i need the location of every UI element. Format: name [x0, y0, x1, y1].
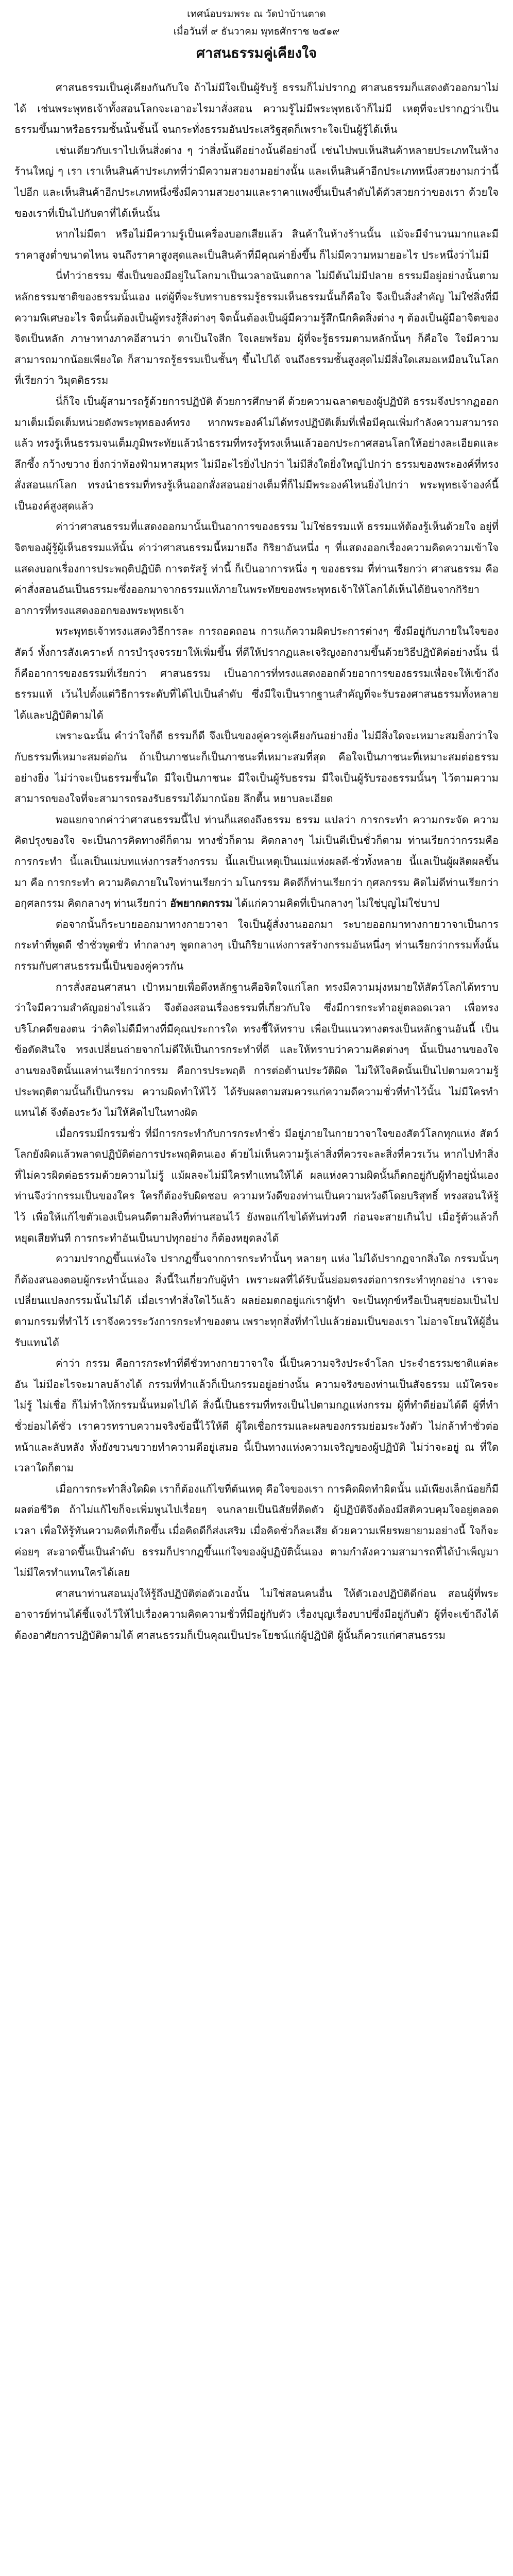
page-title: ศาสนธรรมคู่เคียงใจ: [196, 45, 317, 61]
body-paragraph: ศาสนาท่านสอนมุ่งให้รู้ถึงปฏิบัติต่อตัวเองนั้น ไม่ใช่สอนคนอื่น ให้ตัวเองปฏิบัติดีก่อน สอนผู้ที่พระอาจารย์ท่านได้ชี้แจงไว้ให้ไปเรื่องความคิดความชั่วที่มีอยู่กับตัว เรื่องบุญเรื่องบาปซึ่งมีอยู่กับตัว ผู้ที่จะเข้าถึงได้ต้องอาศัยการปฏิบัติตามได้ ศาสนธรรมก็เป็นคุณเป็นประโยชน์แก่ผู้ปฏิบัติ ผู้นั้นก็ควรแก่ศาสนธรรม: [14, 1587, 499, 1641]
body-paragraph: ค่าว่า กรรม คือการกระทำที่ดีชั่วทางกายวาจาใจ นี้เป็นความจริงประจำโลก ประจำธรรมชาติแต่ละอัน ไม่มีอะไรจะมาลบล้างได้ กรรมที่ทำแล้วก็เป็นกรรมอยู่อย่างนั้น ความจริงของท่านเป็นสัจธรรม แม้ใครจะไม่รู้ ไม่เชื่อ ก็ไม่ทำให้กรรมนั้นหมดไปได้ สิ่งนี้เป็นธรรมที่ทรงเป็นไปตามกฎแห่งกรรม ผู้ที่ทำดีย่อมได้ดี ผู้ที่ทำชั่วย่อมได้ชั่ว เราควรทราบความจริงข้อนี้ไว้ให้ดี ผู้ใดเชื่อกรรมและผลของกรรมย่อมระวังตัว ไม่กล้าทำชั่วต่อหน้าและลับหลัง ทั้งยังขวนขวายทำความดีอยู่เสมอ นี้เป็นทางแห่งความเจริญของผู้ปฏิบัติ ไม่ว่าจะอยู่ ณ ที่ใด เวลาใดก็ตาม: [14, 1357, 499, 1475]
body-paragraph: การสั่งสอนศาสนา เป้าหมายเพื่อดึงหลักฐานคือจิตใจแก่โลก ทรงมีความมุ่งหมายให้สัตว์โลกได้ทราบว่าใจมีความสำคัญอย่างไรแล้ว จึงต้องสอนเรื่องธรรมที่เกี่ยวกับใจ ซึ่งมีการกระทำอยู่ตลอดเวลา เพื่อทรงบริโภคดีของตน ว่าคิดไม่ดีมีทางที่มีคุณประการใด ทรงชี้ให้ทราบ เพื่อเป็นแนวทางตรงเป็นหลักฐานอันนี้ เป็นข้อตัดสินใจ ทรงเปลี่ยนถ่ายจากไม่ดีให้เป็นการกระทำที่ดี และให้ทราบว่าความคิดต่างๆ นั้นเป็นงานของใจ งานของจิตนั้นแลท่านเรียกว่ากรรม คือการประพฤติ การต่อต้านประวัติผิด ไม่ให้ใจคิดนั้นเป็นไปตามความรู้ ประพฤติตามนั้นก็เป็นกรรม ความผิดทำให้ไว้ ได้รับผลตามสมควรแก่ความดีความชั่วที่ทำไว้นั้น ไม่มีใครทำแทนได้ จึงต้องระวัง ไม่ให้คิดไปในทางผิด: [14, 980, 499, 1119]
body-paragraph: พระพุทธเจ้าทรงแสดงวิธีการละ การถอดถอน การแก้ความผิดประการต่างๆ ซึ่งมีอยู่กับภายในใจของสัตว์ ทั้งการสังเคราะห์ การบำรุงจรรยาให้เพิ่มขึ้น ที่ดีให้ปรากฏและเจริญงอกงามขึ้นด้วยวิธีปฏิบัติต่อย่างนั้น นี่ก็คืออาการของธรรมที่เรียกว่า ศาสนธรรม เป็นอาการที่ทรงแสดงออกด้วยอาการของธรรมเพื่อจะให้เข้าถึงธรรมแท้ เว้นไปตั้งแต่วิธีการระดับที่ได้ไปเป็นลำดับ ซึ่งมีใจเป็นรากฐานสำคัญที่จะรับรองศาสนธรรมทั้งหลายได้และปฏิบัติตามได้: [14, 625, 499, 721]
sermon-date: เมื่อวันที่ ๙ ธันวาคม พุทธศักราช ๒๕๑๙: [173, 26, 340, 37]
body-paragraph: เมื่อกรรมมีกรรมชั่ว ที่มีการกระทำกับการกระทำชั่ว มีอยู่ภายในกายวาจาใจของสัตว์โลกทุกแห่ง สัตว์โลกยังผิดแล้วพลาดปฏิบัติต่อการประพฤติตนเอง ด้วยไม่เห็นความรู้เล่าสิ่งที่ควรจะละสิ่งที่ควรเว้น หากไปทำสิ่งที่ไม่ควรผิดต่อธรรมด้วยความไม่รู้ แม้ผลจะไม่มีใครทำแทนให้ได้ ผลแห่งความผิดนั้นก็ตกอยู่กับผู้ทำอยู่นั่นเอง ท่านจึงว่ากรรมเป็นของใคร ใครก็ต้องรับผิดชอบ ความหวังดีของท่านเป็นความหวังดีโดยบริสุทธิ์ ทรงสอนให้รู้ไว้ เพื่อให้แก้ไขตัวเองเป็นคนดีตามสิ่งที่ท่านสอนไว้ ยังพอแก้ไขได้ทันท่วงที ก่อนจะสายเกินไป เมื่อรู้ตัวแล้วก็หยุดเสียทันที การกระทำอันเป็นบาปทุกอย่าง ก็ต้องหยุดลงได้: [14, 1127, 499, 1244]
body-paragraph: เมื่อการกระทำสิ่งใดผิด เราก็ต้องแก้ไขที่ต้นเหตุ คือใจของเรา การคิดผิดทำผิดนั้น แม้เพียงเล็กน้อยก็มีผลต่อชีวิต ถ้าไม่แก้ไขก็จะเพิ่มพูนไปเรื่อยๆ จนกลายเป็นนิสัยที่ติดตัว ผู้ปฏิบัติจึงต้องมีสติควบคุมใจอยู่ตลอดเวลา เพื่อให้รู้ทันความคิดที่เกิดขึ้น เมื่อคิดดีก็ส่งเสริม เมื่อคิดชั่วก็ละเสีย ด้วยความเพียรพยายามอย่างนี้ ใจก็จะค่อยๆ สะอาดขึ้นเป็นลำดับ ธรรมก็ปรากฏขึ้นแก่ใจของผู้ปฏิบัตินั้นเอง ตามกำลังความสามารถที่ได้บำเพ็ญมา ไม่มีใครทำแทนใครได้เลย: [14, 1482, 499, 1579]
body-paragraph: พอแยกจากค่าว่าศาสนธรรมนี้ไป ท่านก็แสดงถึงธรรม ธรรม แปลว่า การกระทำ ความกระจัด ความคิดปรุงของใจ จะเป็นการคิดทางดีก็ตาม ทางชั่วก็ตาม คิดกลางๆ ไม่เป็นดีเป็นชั่วก็ตาม ท่านเรียกว่ากรรมคือการกระทำ นี้แลเป็นแม่บทแห่งการสร้างกรรม นี้แลเป็นเหตุเป็นแม่แห่งผลดี-ชั่วทั้งหลาย นี้แลเป็นผู้ผลิตผลขึ้นมา คือ การกระทำ ความคิดภายในใจท่านเรียกว่า มโนกรรม คิดดีก็ท่านเรียกว่า กุศลกรรม คิดไม่ดีท่านเรียกว่า อกุศลกรรม คิดกลางๆ ท่านเรียกว่า อัพยากตกรรม ได้แก่ความคิดที่เป็นกลางๆ ไม่ใช่บุญไม่ใช่บาป: [14, 813, 499, 910]
body-paragraph: ความปรากฏขึ้นแห่งใจ ปรากฏขึ้นจากการกระทำนั้นๆ หลายๆ แห่ง ไม่ได้ปรากฏจากสิ่งใด กรรมนั้นๆ ก็ต้องสนองตอบผู้กระทำนั้นเอง สิ่งนี้ในเกี่ยวกับผู้ทำ เพราะผลที่ได้รับนั้นย่อมตรงต่อการกระทำทุกอย่าง เราจะเปลี่ยนแปลงกรรมนั้นไม่ได้ เมื่อเราทำสิ่งใดไว้แล้ว ผลย่อมตกอยู่แก่เราผู้ทำ จะเป็นทุกข์หรือเป็นสุขย่อมเป็นไปตามกรรมที่ทำไว้ เราจึงควรระวังการกระทำของตน เพราะทุกสิ่งที่ทำไปแล้วย่อมเป็นของเรา ไม่อาจโยนให้ผู้อื่นรับแทนได้: [14, 1252, 499, 1349]
body-paragraph: ศาสนธรรมเป็นคู่เคียงกันกับใจ ถ้าไม่มีใจเป็นผู้รับรู้ ธรรมก็ไม่ปรากฏ ศาสนธรรมก็แสดงตัวออกมาไม่ได้ เช่นพระพุทธเจ้าทั้งสอนโลกจะเอาอะไรมาสั่งสอน ความรู้ไม่มีพระพุทธเจ้าก็ไม่มี เหตุที่จะปรากฏว่าเป็นธรรมขึ้นมาหรือธรรมชั้นนั้นชั้นนี้ จนกระทั่งธรรมอันประเสริฐสุดก็เพราะใจเป็นผู้รู้ได้เห็น: [14, 81, 499, 136]
body-paragraph: หากไม่มีตา หรือไม่มีความรู้เป็นเครื่องบอกเสียแล้ว สินค้าในห้างร้านนั้น แม้จะมีจำนวนมากและมีราคาสูงต่ำขนาดไหน จนถึงราคาสูงสุดและเป็นสินค้าที่มีคุณค่ายิ่งขึ้น ก็ไม่มีความหมายอะไร ประหนึ่งว่าไม่มี: [14, 228, 499, 261]
body-paragraph: เพราะฉะนั้น คำว่าใจก็ดี ธรรมก็ดี จึงเป็นของคู่ควรคู่เคียงกันอย่างยิ่ง ไม่มีสิ่งใดจะเหมาะสมยิ่งกว่าใจกับธรรมที่เหมาะสมต่อกัน ถ้าเป็นภาชนะก็เป็นภาชนะที่เหมาะสมที่สุด คือใจเป็นภาชนะที่เหมาะสมต่อธรรมอย่างยิ่ง ไม่ว่าจะเป็นธรรมชั้นใด มีใจเป็นภาชนะ มีใจเป็นผู้รับธรรม มีใจเป็นผู้รับรองธรรมนั้นๆ ไว้ตามความสามารถของใจที่จะสามารถรองรับธรรมได้มากน้อย ลึกตื้น หยาบละเอียด: [14, 730, 499, 805]
body-paragraph: ต่อจากนั้นก็ระบายออกมาทางกายวาจา ใจเป็นผู้สั่งงานออกมา ระบายออกมาทางกายวาจาเป็นการกระทำที่พูดดี ชำชั่วพูดชั่ว ทำกลางๆ พูดกลางๆ เป็นกิริยาแห่งการสร้างกรรมอันหนึ่งๆ ท่านเรียกว่ากรรมทั้งนั้น กรรมกับศาสนธรรมนี้เป็นของคู่ควรกัน: [14, 918, 499, 972]
sermon-subtitle: เทศน์อบรมพระ ณ วัดป่าบ้านตาด: [187, 8, 326, 20]
sermon-body: [14, 77, 499, 2576]
body-paragraph: นี่ทำว่าธรรม ซึ่งเป็นของมีอยู่ในโลกมาเป็นเวลาอนันตกาล ไม่มีต้นไม่มีปลาย ธรรมมีอยู่อย่างนั้นตามหลักธรรมชาติของธรรมนั้นเอง แต่ผู้ที่จะรับทราบธรรมรู้ธรรมเห็นธรรมนั้นก็คือใจ จึงเป็นสิ่งสำคัญ ไม่ใช่สิ่งที่มีความพิเศษอะไร จิตนั้นต้องเป็นผู้ทรงรู้สิ่งต่างๆ จิตนั้นต้องเป็นผู้มีความรู้สึกนึกคิดสิ่งต่าง ๆ ต้องเป็นผู้มีอาจิตของจิตเป็นหลัก ภาษาทางภาคอีสานว่า ตาเป็นใจสีก ใจเลยพร้อม ผู้ที่จะรู้ธรรมตามหลักนั้นๆ ก็คือใจ ใจมีความสามารถมากน้อยเพียงใด ก็สามารถรู้ธรรมเป็นชั้นๆ ขึ้นไปได้ จนถึงธรรมชั้นสูงสุดไม่มีสิ่งใดเสมอเหมือนในโลกที่เรียกว่า วิมุตติธรรม: [14, 269, 499, 387]
body-paragraph: ค่าว่าศาสนธรรมที่แสดงออกมานั้นเป็นอาการของธรรม ไม่ใช่ธรรมแท้ ธรรมแท้ต้องรู้เห็นด้วยใจ อยู่ที่จิตของผู้รู้ผู้เห็นธรรมแท้นั้น ค่าว่าศาสนธรรมนี้หมายถึง กิริยาอันหนึ่ง ๆ ที่แสดงออกเรื่องความคิดความเข้าใจ แสดงบอกเรื่องการประพฤติปฏิบัติ การตรัสรู้ ท่านี้ ก็เป็นอาการหนึ่ง ๆ ของธรรม ที่ท่านเรียกว่า ศาสนธรรม คือ ค่าสั่งสอนอันเป็นธรรมะซึ่งออกมาจากธรรมแท้ภายในพระทัยของพระพุทธเจ้าให้โลกได้เห็นได้ยินจากกิริยาอาการที่ทรงแสดงออกของพระพุทธเจ้า: [14, 520, 499, 617]
body-paragraph: เช่นเดียวกับเราไปเห็นสิ่งต่าง ๆ ว่าสิ่งนั้นดีอย่างนั้นดีอย่างนี้ เช่นไปพบเห็นสินค้าหลายประเภทในห้างร้านใหญ่ ๆ เรา เราเห็นสินค้าประเภทที่ว่ามีความสวยงามอย่างนั้น และเห็นสินค้าอีกประเภทหนึ่งสวยงามกว่านี้ไปอีก และเห็นสินค้าอีกประเภทหนึ่งซึ่งมีความสวยงามและราคาแพงขึ้นเป็นลำดับได้ตัวสวยกว่าของเรา ด้วยใจของเราที่เป็นไปกับตาที่ได้เห็นนั้น: [14, 144, 499, 219]
body-paragraph: นี่ก็ใจ เป็นผู้สามารถรู้ด้วยการปฏิบัติ ด้วยการศึกษาดี ด้วยความฉลาดของผู้ปฏิบัติ ธรรมจึงปรากฏออกมาเต็มเม็ดเต็มหน่วยดังพระพุทธองค์ทรง หากพระองค์ไม่ได้ทรงปฏิบัติเต็มที่เพื่อมีคุณเพิ่มกำลังความสามารถแล้ว ทรงรู้เห็นธรรมจนเต็มภูมิพระทัยแล้วนำธรรมที่ทรงรู้ทรงเห็นแล้วออกประกาศสอนโลกให้อย่างละเอียดและลึกซึ้ง กว้างขวาง ยิ่งกว่าท้องฟ้ามหาสมุทร ไม่มีอะไรยิ่งไปกว่า ไม่มีสิ่งใดยิ่งใหญ่ไปกว่า ธรรมของพระองค์ที่ทรงสั่งสอนแก่โลก ทรงนำธรรมที่ทรงรู้เห็นออกสั่งสอนอย่างเต็มที่ก็ไม่มีพระองค์ไหนยิ่งไปกว่า พระพุทธเจ้าองค์นี้เป็นองค์สูงสุดแล้ว: [14, 395, 499, 512]
document-header: [0, 5, 513, 65]
emphasized-term: อัพยากตกรรม: [170, 897, 233, 910]
